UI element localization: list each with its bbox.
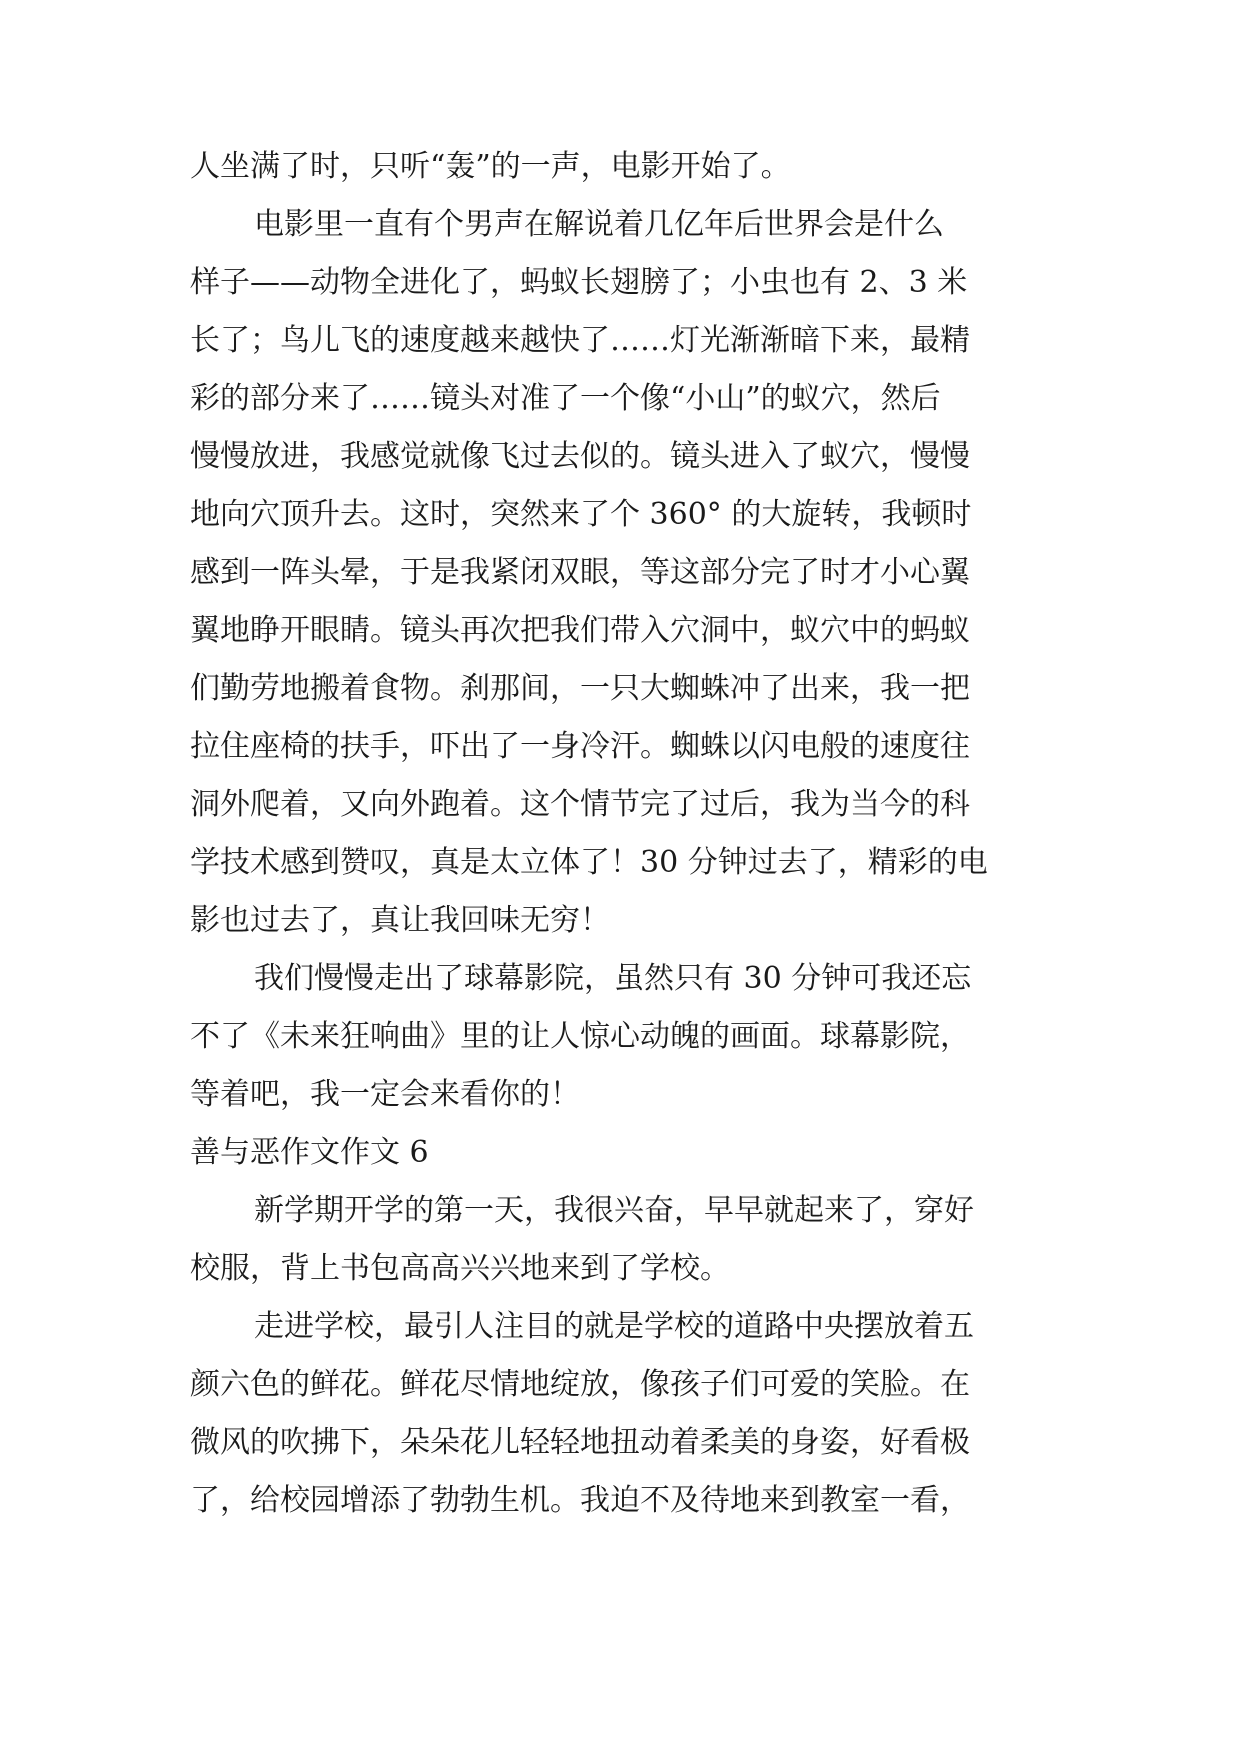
- section-heading: 善与恶作文作文 6: [190, 1135, 429, 1170]
- text-line: 人坐满了时，只听“轰”的一声，电影开始了。: [190, 149, 791, 184]
- text-line: 洞外爬着，又向外跑着。这个情节完了过后，我为当今的科: [190, 787, 970, 822]
- text-line: 微风的吹拂下，朵朵花儿轻轻地扭动着柔美的身姿，好看极: [190, 1425, 970, 1460]
- text-line: 翼地睁开眼睛。镜头再次把我们带入穴洞中，蚁穴中的蚂蚁: [190, 613, 970, 648]
- paragraph-start-line: 电影里一直有个男声在解说着几亿年后世界会是什么: [254, 207, 944, 242]
- paragraph-start-line: 我们慢慢走出了球幕影院，虽然只有 30 分钟可我还忘: [254, 961, 972, 996]
- text-line: 样子——动物全进化了，蚂蚁长翅膀了；小虫也有 2、3 米: [190, 265, 968, 300]
- text-line: 慢慢放进，我感觉就像飞过去似的。镜头进入了蚁穴，慢慢: [190, 439, 970, 474]
- text-line: 不了《未来狂响曲》里的让人惊心动魄的画面。球幕影院，: [190, 1019, 970, 1054]
- text-line: 等着吧，我一定会来看你的！: [190, 1077, 580, 1112]
- text-line: 彩的部分来了……镜头对准了一个像“小山”的蚁穴，然后: [190, 381, 941, 416]
- text-line: 们勤劳地搬着食物。刹那间，一只大蜘蛛冲了出来，我一把: [190, 671, 970, 706]
- text-line: 校服，背上书包高高兴兴地来到了学校。: [190, 1251, 730, 1286]
- text-line: 地向穴顶升去。这时，突然来了个 360° 的大旋转，我顿时: [190, 497, 972, 532]
- text-line: 学技术感到赞叹，真是太立体了！30 分钟过去了，精彩的电: [190, 845, 988, 880]
- text-line: 颜六色的鲜花。鲜花尽情地绽放，像孩子们可爱的笑脸。在: [190, 1367, 970, 1402]
- paragraph-start-line: 新学期开学的第一天，我很兴奋，早早就起来了，穿好: [254, 1193, 974, 1228]
- text-line: 影也过去了，真让我回味无穷！: [190, 903, 610, 938]
- text-line: 感到一阵头晕，于是我紧闭双眼，等这部分完了时才小心翼: [190, 555, 970, 590]
- text-line: 长了；鸟儿飞的速度越来越快了……灯光渐渐暗下来，最精: [190, 323, 970, 358]
- text-line: 了，给校园增添了勃勃生机。我迫不及待地来到教室一看，: [190, 1483, 970, 1518]
- paragraph-start-line: 走进学校，最引人注目的就是学校的道路中央摆放着五: [254, 1309, 974, 1344]
- text-line: 拉住座椅的扶手，吓出了一身冷汗。蜘蛛以闪电般的速度往: [190, 729, 970, 764]
